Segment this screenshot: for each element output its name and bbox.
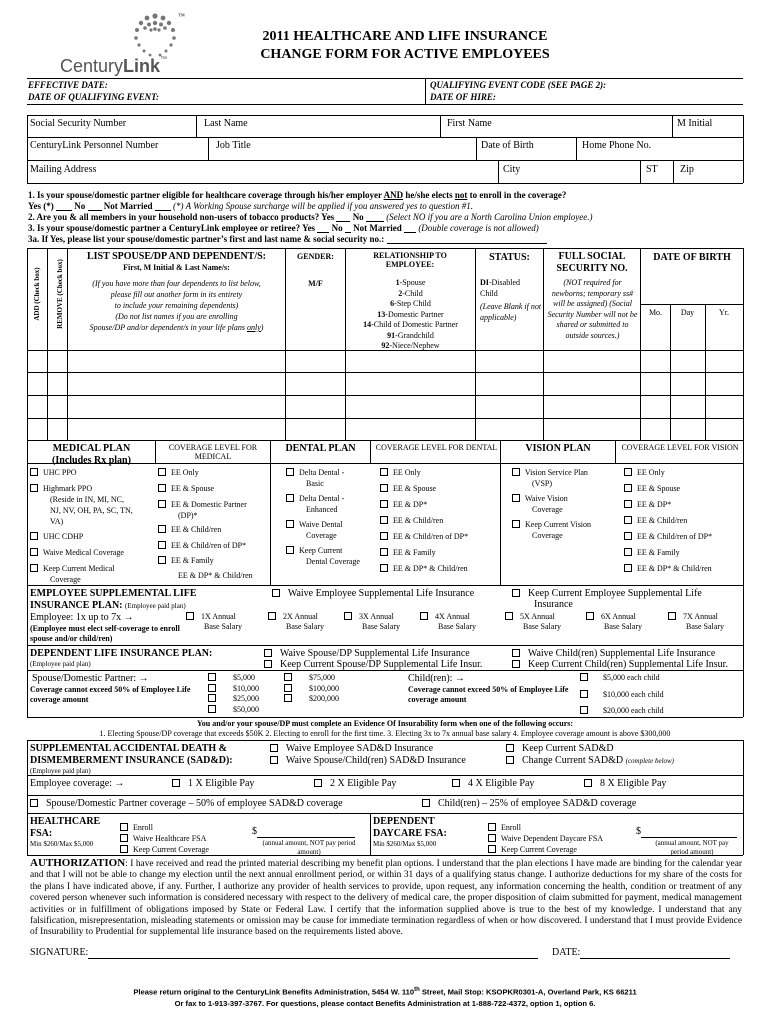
dental-plans: Delta Dental - Basic Delta Dental - Enhanced Waive Dental Coverage Keep Current Dental Coverage [286, 467, 372, 567]
q3a-blank[interactable] [387, 243, 547, 244]
healthcare-fsa-options [120, 822, 209, 855]
medical-ee-family[interactable]: EE & Family [158, 555, 270, 566]
checkbox[interactable] [624, 548, 632, 556]
checkbox[interactable] [120, 845, 128, 853]
children-5000[interactable]: $5,000 each child [580, 673, 660, 682]
personnel-number-field[interactable]: CenturyLink Personnel Number [30, 140, 159, 151]
vertical-rule [476, 137, 477, 160]
medical-plan-title: MEDICAL PLAN (Includes Rx plan) [52, 443, 131, 466]
horizontal-rule [27, 440, 743, 441]
supp-life-4x[interactable]: 4X Annual Base Salary [420, 612, 476, 632]
checkbox[interactable] [452, 779, 460, 787]
keep-current-vision[interactable]: Keep Current Vision [512, 519, 615, 530]
medical-ee-dp[interactable]: EE & Domestic Partner [158, 499, 270, 510]
vision-ee-dp-children[interactable]: EE & DP* & Child/ren [624, 563, 742, 574]
checkbox[interactable] [286, 546, 294, 554]
vertical-rule [196, 115, 197, 137]
horizontal-rule [27, 372, 743, 373]
city-field[interactable]: City [503, 164, 521, 175]
horizontal-rule [27, 645, 743, 646]
date-line[interactable]: DATE: [552, 947, 730, 959]
checkbox[interactable] [272, 589, 280, 597]
footer: Please return original to the CenturyLink Benefits Administration, 5454 W. 110th Street, Mail Stop: KSOPKR0301-A, Overland Park, KS 66211 Or fax to 1-913-397-3767. For questions, please contact Benefits Administration at 1-888-722-4372, option 1, option 6. [133, 987, 637, 1008]
supp-life-5x[interactable]: 5X Annual Base Salary [505, 612, 561, 632]
horizontal-rule [27, 115, 743, 116]
vertical-rule [743, 813, 744, 855]
medical-plan-uhc-ppo[interactable]: UHC PPO [30, 467, 155, 478]
vision-ee-children-dp[interactable]: EE & Child/ren of DP* [624, 531, 742, 542]
checkbox[interactable] [584, 779, 592, 787]
vision-ee-dp[interactable]: EE & DP* [624, 499, 742, 510]
spouse-amounts-col2 [284, 673, 339, 705]
vision-plans: Vision Service Plan (VSP) Waive Vision Coverage Keep Current Vision Coverage [512, 467, 615, 541]
vertical-rule [640, 160, 641, 183]
medical-plans: UHC PPO Highmark PPO (Reside in IN, MI, NC, NJ, NV, OH, PA, SC, TN, VA) UHC CDHP Waive Medical Coverage Keep Current Medical Coverage [30, 467, 155, 585]
ssn-note: (NOT required for newborns; temporary ss# will be assigned) (Social Security Number will not be shared or submitted to outside sources.) [547, 278, 638, 340]
checkbox[interactable] [422, 799, 430, 807]
checkbox[interactable] [380, 564, 388, 572]
dental-ee-children-dp[interactable]: EE & Child/ren of DP* [380, 531, 500, 542]
waive-supp-life[interactable]: Waive Employee Supplemental Life Insurance [272, 588, 474, 600]
vertical-rule [576, 137, 577, 160]
sadd-employee-coverage-label: Employee coverage: → [30, 778, 125, 789]
vertical-rule [270, 440, 271, 585]
horizontal-rule [27, 78, 743, 79]
dental-coverage-levels [380, 467, 500, 574]
checkbox[interactable] [120, 823, 128, 831]
question-3: 3. Is your spouse/domestic partner a CenturyLink employee or retiree? Yes No Not Married (Double coverage is not allowed) [28, 223, 539, 233]
checkbox[interactable] [512, 649, 520, 657]
checkbox[interactable] [580, 673, 588, 681]
supp-life-6x[interactable]: 6X Annual Base Salary [586, 612, 642, 632]
checkbox[interactable] [208, 705, 216, 713]
checkbox[interactable] [668, 612, 676, 620]
ssn-header: FULL SOCIAL SECURITY NO. [556, 251, 628, 274]
checkbox[interactable] [488, 823, 496, 831]
eoi-title: You and/or your spouse/DP must complete an Evidence Of Insurability form when one of the following occurs: [196, 719, 574, 728]
question-3a: 3a. If Yes, please list your spouse/domestic partner’s first and last name & social security no.: [28, 234, 547, 244]
keep-current-medical[interactable]: Keep Current Medical [30, 563, 155, 574]
vertical-rule [743, 115, 744, 183]
checkbox[interactable] [158, 541, 166, 549]
change-current-sadd[interactable]: Change Current SAD&D (complete below) [506, 755, 674, 767]
vertical-rule [285, 248, 286, 440]
vertical-rule [47, 248, 48, 440]
vision-ee-children[interactable]: EE & Child/ren [624, 515, 742, 526]
centurylink-burst-icon [132, 12, 178, 58]
vision-ee-only[interactable]: EE Only [624, 467, 742, 478]
spouse-amounts-col1 [208, 673, 259, 715]
horizontal-rule [27, 395, 743, 396]
horizontal-rule [27, 795, 743, 796]
checkbox[interactable] [286, 468, 294, 476]
checkbox[interactable] [268, 612, 276, 620]
job-title-field[interactable]: Job Title [216, 140, 251, 151]
checkbox[interactable] [380, 548, 388, 556]
supp-life-7x[interactable]: 7X Annual Base Salary [668, 612, 724, 632]
checkbox[interactable] [512, 494, 520, 502]
checkbox[interactable] [158, 525, 166, 533]
dependents-list-note: (If you have more than four dependents to list below, please fill out another form in its entirety to include your remaining dependents) (Do not list names if you are enrolling Spouse/DP and/or dependent/s in your life plans only) [89, 279, 264, 332]
checkbox[interactable] [624, 532, 632, 540]
gender-header: GENDER: [297, 252, 334, 261]
children-20000[interactable]: $20,000 each child [580, 706, 664, 715]
status-codes: DI-Disabled Child (Leave Blank if not applicable) [480, 278, 542, 322]
checkbox[interactable] [380, 532, 388, 540]
checkbox[interactable] [284, 673, 292, 681]
keep-current-sadd[interactable]: Keep Current SAD&D [506, 743, 614, 755]
supp-life-3x[interactable]: 3X Annual Base Salary [344, 612, 400, 632]
daycare-fsa-title: DEPENDENT DAYCARE FSA: [373, 816, 447, 839]
children-10000[interactable]: $10,000 each child [580, 690, 664, 699]
effective-date-label: EFFECTIVE DATE: [28, 80, 108, 90]
vertical-rule [27, 740, 28, 813]
qualifying-code-label: QUALIFYING EVENT CODE (SEE PAGE 2): [430, 80, 607, 90]
dental-plan-title: DENTAL PLAN [285, 443, 356, 454]
checkbox[interactable] [286, 494, 294, 502]
vertical-rule [543, 248, 544, 440]
add-column-label: ADD (Check box) [32, 267, 41, 321]
checkbox[interactable] [505, 612, 513, 620]
vertical-rule [498, 160, 499, 183]
spouse-25000[interactable]: $25,000 [208, 694, 259, 705]
signature-line[interactable]: SIGNATURE: [30, 947, 538, 959]
checkbox[interactable] [380, 516, 388, 524]
waive-spouse-life[interactable]: Waive Spouse/DP Supplemental Life Insurance [264, 648, 470, 660]
spouse-5000[interactable]: $5,000 [208, 673, 259, 684]
waive-employee-sadd[interactable]: Waive Employee SAD&D Insurance [270, 743, 433, 755]
dental-ee-spouse[interactable]: EE & Spouse [380, 483, 500, 494]
vision-plan-title: VISION PLAN [525, 443, 591, 454]
medical-plan-highmark-ppo[interactable]: Highmark PPO [30, 483, 155, 494]
horizontal-rule [27, 248, 743, 249]
checkbox[interactable] [30, 468, 38, 476]
checkbox[interactable] [506, 744, 514, 752]
ssn-field[interactable]: Social Security Number [30, 118, 127, 129]
relationship-header: RELATIONSHIP TO EMPLOYEE: [373, 251, 447, 270]
medical-ee-children-dp[interactable]: EE & Child/ren of DP* [158, 540, 270, 551]
keep-child-life[interactable]: Keep Current Child(ren) Supplemental Life Insur. [512, 659, 728, 671]
waive-daycare-fsa[interactable]: Waive Dependent Daycare FSA [488, 833, 603, 844]
healthcare-fsa-amount[interactable]: $ [252, 826, 355, 838]
status-header: STATUS: [489, 252, 530, 263]
healthcare-fsa-title: HEALTHCARE FSA: [30, 816, 101, 839]
checkbox[interactable] [208, 694, 216, 702]
remove-column-label: REMOVE (Check box) [55, 259, 64, 329]
dob-header: DATE OF BIRTH [653, 252, 731, 263]
horizontal-rule [27, 813, 743, 814]
vision-ee-spouse[interactable]: EE & Spouse [624, 483, 742, 494]
keep-healthcare-fsa[interactable]: Keep Current Coverage [120, 844, 209, 855]
checkbox[interactable] [30, 548, 38, 556]
dependents-list-header: LIST SPOUSE/DP AND DEPENDENT/S: [86, 251, 267, 262]
vertical-rule [425, 78, 426, 104]
daycare-fsa-amount[interactable]: $ [636, 826, 737, 838]
checkbox[interactable] [208, 684, 216, 692]
checkbox[interactable] [624, 468, 632, 476]
spouse-10000[interactable]: $10,000 [208, 684, 259, 695]
dental-ee-only[interactable]: EE Only [380, 467, 500, 478]
date-hire-label: DATE OF HIRE: [430, 92, 496, 102]
checkbox[interactable] [580, 690, 588, 698]
dental-ee-dp-children[interactable]: EE & DP* & Child/ren [380, 563, 500, 574]
vertical-rule [155, 440, 156, 463]
waive-vision[interactable]: Waive Vision [512, 493, 615, 504]
brand-name: CenturyLink™ [60, 56, 168, 76]
last-name-field[interactable]: Last Name [204, 118, 248, 129]
first-name-field[interactable]: First Name [447, 118, 492, 129]
checkbox[interactable] [380, 468, 388, 476]
vertical-rule [27, 645, 28, 717]
home-phone-field[interactable]: Home Phone No. [582, 140, 652, 151]
checkbox[interactable] [624, 500, 632, 508]
checkbox[interactable] [186, 612, 194, 620]
checkbox[interactable] [506, 756, 514, 764]
healthcare-fsa-enroll[interactable]: Enroll [120, 822, 209, 833]
medical-ee-children[interactable]: EE & Child/ren [158, 524, 270, 535]
checkbox[interactable] [624, 484, 632, 492]
medical-plan-uhc-cdhp[interactable]: UHC CDHP [30, 531, 155, 542]
horizontal-rule [27, 717, 743, 718]
horizontal-rule [27, 585, 743, 586]
medical-ee-only[interactable]: EE Only [158, 467, 270, 478]
vertical-rule [500, 440, 501, 585]
spouse-coverage-label: Spouse/Domestic Partner: → [32, 673, 149, 684]
vertical-rule [743, 740, 744, 813]
state-field[interactable]: ST [646, 164, 658, 175]
keep-current-dental[interactable]: Keep Current [286, 545, 372, 556]
children-coverage-label: Child(ren): → [408, 673, 465, 684]
vertical-rule [475, 248, 476, 440]
checkbox[interactable] [512, 589, 520, 597]
vertical-rule [743, 440, 744, 585]
checkbox[interactable] [172, 779, 180, 787]
spouse-coverage-note: Coverage cannot exceed 50% of Employee Life coverage amount [30, 685, 191, 704]
medical-coverage-header: COVERAGE LEVEL FOR MEDICAL [168, 443, 258, 462]
sadd-spouse-coverage[interactable]: Spouse/Domestic Partner coverage – 50% of employee SAD&D coverage [30, 798, 343, 810]
checkbox[interactable] [512, 468, 520, 476]
supp-life-title: EMPLOYEE SUPPLEMENTAL LIFE INSURANCE PLAN: (Employee paid plan) [30, 588, 197, 611]
supp-life-1x[interactable]: 1X Annual Base Salary [186, 612, 242, 632]
checkbox[interactable] [270, 756, 278, 764]
vertical-rule [743, 248, 744, 440]
vision-vsp[interactable]: Vision Service Plan [512, 467, 615, 478]
vertical-rule [670, 304, 671, 440]
sadd-title: SUPPLEMENTAL ACCIDENTAL DEATH & DISMEMBERMENT INSURANCE (SAD&D): [30, 743, 233, 766]
trademark: ™ [178, 12, 185, 20]
checkbox[interactable] [286, 520, 294, 528]
dental-ee-children[interactable]: EE & Child/ren [380, 515, 500, 526]
vertical-rule [27, 248, 28, 440]
daycare-fsa-enroll[interactable]: Enroll [488, 822, 603, 833]
vertical-rule [370, 440, 371, 463]
horizontal-rule [27, 775, 743, 776]
checkbox[interactable] [284, 694, 292, 702]
checkbox[interactable] [158, 556, 166, 564]
checkbox[interactable] [284, 684, 292, 692]
checkbox[interactable] [30, 799, 38, 807]
sadd-4x[interactable]: 4 X Eligible Pay [452, 778, 534, 790]
vertical-rule [27, 585, 28, 645]
vertical-rule [743, 645, 744, 717]
vertical-rule [615, 440, 616, 463]
horizontal-rule [27, 160, 743, 161]
mailing-address-field[interactable]: Mailing Address [30, 164, 97, 175]
zip-field[interactable]: Zip [680, 164, 694, 175]
checkbox[interactable] [30, 564, 38, 572]
medical-ee-spouse[interactable]: EE & Spouse [158, 483, 270, 494]
supp-life-employee-note: (Employee must elect self-coverage to enroll spouse and/or child/ren) [30, 624, 180, 643]
checkbox[interactable] [488, 845, 496, 853]
vision-coverage-levels [624, 467, 742, 574]
checkbox[interactable] [580, 706, 588, 714]
checkbox[interactable] [264, 649, 272, 657]
dental-ee-dp[interactable]: EE & DP* [380, 499, 500, 510]
spouse-75000[interactable]: $75,000 [284, 673, 339, 684]
waive-dental[interactable]: Waive Dental [286, 519, 372, 530]
centurylink-logo [60, 12, 200, 74]
relationship-codes: 1-Spouse 2-Child 6-Step Child 13-Domestic Partner 14-Child of Domestic Partner 91-Grandchild 92-Niece/Nephew [363, 278, 458, 350]
checkbox[interactable] [624, 564, 632, 572]
checkbox[interactable] [344, 612, 352, 620]
sadd-8x[interactable]: 8 X Eligible Pay [584, 778, 666, 790]
vertical-rule [27, 813, 28, 855]
vertical-rule [67, 248, 68, 440]
dental-ee-family[interactable]: EE & Family [380, 547, 500, 558]
question-2: 2. Are you & all members in your household non-users of tobacco products? Yes No (Select NO if you are a North Carolina Union employee.) [28, 212, 593, 222]
dental-enhanced[interactable]: Delta Dental - [286, 493, 372, 504]
supp-life-employee-label: Employee: 1x up to 7x → [30, 612, 134, 623]
horizontal-rule [27, 183, 743, 184]
checkbox[interactable] [270, 744, 278, 752]
checkbox[interactable] [314, 779, 322, 787]
checkbox[interactable] [488, 834, 496, 842]
waive-child-life[interactable]: Waive Child(ren) Supplemental Life Insurance [512, 648, 715, 660]
vertical-rule [673, 160, 674, 183]
children-coverage-note: Coverage cannot exceed 50% of Employee Life coverage amount [408, 685, 569, 704]
checkbox[interactable] [158, 468, 166, 476]
keep-supp-life[interactable]: Keep Current Employee Supplemental Life Insurance [512, 588, 702, 610]
horizontal-rule [640, 304, 743, 305]
horizontal-rule [27, 418, 743, 419]
checkbox[interactable] [380, 500, 388, 508]
horizontal-rule [27, 137, 743, 138]
checkbox[interactable] [264, 660, 272, 668]
waive-medical-coverage[interactable]: Waive Medical Coverage [30, 547, 155, 558]
checkbox[interactable] [624, 516, 632, 524]
spouse-200000[interactable]: $200,000 [284, 694, 339, 705]
question-1-answers: Yes (*) No Not Married (*) A Working Spouse surcharge will be applied if you answered yes to question #1. [28, 201, 474, 211]
keep-daycare-fsa[interactable]: Keep Current Coverage [488, 844, 603, 855]
supp-life-2x[interactable]: 2X Annual Base Salary [268, 612, 324, 632]
sadd-2x[interactable]: 2 X Eligible Pay [314, 778, 396, 790]
date-of-birth-field[interactable]: Date of Birth [481, 140, 534, 151]
date-qualifying-label: DATE OF QUALIFYING EVENT: [28, 92, 159, 102]
vision-ee-family[interactable]: EE & Family [624, 547, 742, 558]
authorization-text: AUTHORIZATION: I have received and read the printed material describing my benefit plan options. I understand that the plan elections I have made are binding for the calendar year and that I will not be able to change my election until the next annual enrollment period, or within 31 days of a qualifying status change. I authorize deductions for my share of the costs for the plans I have indicated above, if any. Further, I authorize any provider of health services to provide, upon request, any information concerning the health, condition or treatment of any covered person whenever such information is considered necessary with respect to the delivery of medical care, the proper disposition of claim submitted for payment, medical management activities or in fulfillment of obligations imposed by State or Federal Law. I certify that the information supplied above is true to the best of my knowledge. I understand that any falsification, misrepresentation, misleading statements or omission may be cause for immediate termination regardless of when or how discovered. I understand that I must provide Evidence of Insurability to Prudential for supplemental life insurance based on the requirements listed above. [30, 857, 742, 938]
spouse-100000[interactable]: $100,000 [284, 684, 339, 695]
sadd-child-coverage[interactable]: Child(ren) – 25% of employee SAD&D coverage [422, 798, 636, 810]
dental-coverage-header: COVERAGE LEVEL FOR DENTAL [375, 443, 498, 452]
checkbox[interactable] [30, 532, 38, 540]
middle-initial-field[interactable]: M Initial [677, 118, 713, 129]
horizontal-rule [27, 740, 743, 741]
eoi-text: 1. Electing Spouse/DP coverage that exceeds $50K 2. Electing to enroll for the first time. 3. Electing 3x to 7x annual base salary 4. Employee coverage amount is above $300,000 [99, 729, 671, 738]
horizontal-rule [27, 104, 743, 105]
keep-spouse-life[interactable]: Keep Current Spouse/DP Supplemental Life Insur. [264, 659, 482, 671]
vertical-rule [370, 813, 371, 855]
vertical-rule [672, 115, 673, 137]
checkbox[interactable] [380, 484, 388, 492]
dep-life-title: DEPENDENT LIFE INSURANCE PLAN: [30, 648, 213, 659]
vertical-rule [440, 115, 441, 137]
checkbox[interactable] [158, 484, 166, 492]
form-title: 2011 HEALTHCARE AND LIFE INSURANCE CHANGE FORM FOR ACTIVE EMPLOYEES [260, 29, 550, 62]
spouse-50000[interactable]: $50,000 [208, 705, 259, 716]
question-1: 1. Is your spouse/domestic partner eligible for healthcare coverage through his/her employer AND he/she elects not to enroll in the coverage? [28, 190, 567, 200]
vertical-rule [208, 137, 209, 160]
waive-healthcare-fsa[interactable]: Waive Healthcare FSA [120, 833, 209, 844]
checkbox[interactable] [158, 500, 166, 508]
medical-coverage-levels: EE Only EE & Spouse EE & Domestic Partner (DP)* EE & Child/ren EE & Child/ren of DP* EE & Family EE & DP* & Child/ren [158, 467, 270, 581]
checkbox[interactable] [208, 673, 216, 681]
checkbox[interactable] [30, 484, 38, 492]
vertical-rule [743, 585, 744, 645]
vertical-rule [27, 115, 28, 183]
vertical-rule [640, 248, 641, 440]
vision-coverage-header: COVERAGE LEVEL FOR VISION [621, 443, 739, 452]
vertical-rule [705, 304, 706, 440]
sadd-1x[interactable]: 1 X Eligible Pay [172, 778, 254, 790]
checkbox[interactable] [586, 612, 594, 620]
checkbox[interactable] [420, 612, 428, 620]
dental-basic[interactable]: Delta Dental - [286, 467, 372, 478]
waive-spouse-sadd[interactable]: Waive Spouse/Child(ren) SAD&D Insurance [270, 755, 466, 767]
checkbox[interactable] [512, 520, 520, 528]
daycare-fsa-options [488, 822, 603, 855]
checkbox[interactable] [120, 834, 128, 842]
horizontal-rule [27, 855, 743, 856]
checkbox[interactable] [512, 660, 520, 668]
